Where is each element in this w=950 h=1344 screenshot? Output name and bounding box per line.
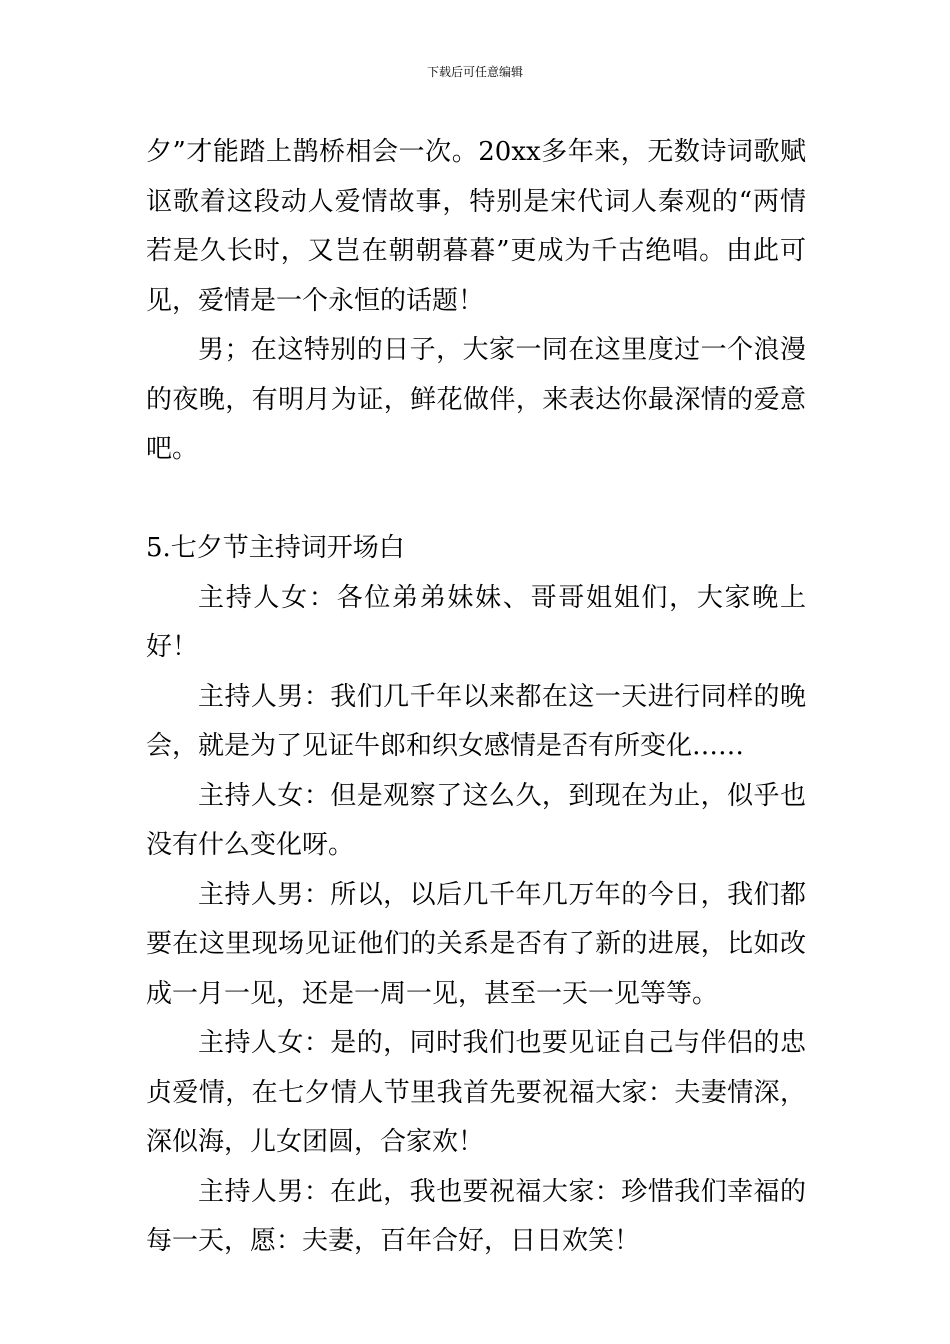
paragraph-male-line: 男；在这特别的日子，大家一同在这里度过一个浪漫的夜晚，有明月为证，鲜花做伴，来表达你最深情的爱意吧。 bbox=[146, 335, 806, 464]
dialogue-line: 主持人男：我们几千年以来都在这一天进行同样的晚会，就是为了见证牛郎和织女感情是否有所变化…… bbox=[146, 681, 806, 761]
paragraph-continuation: 夕”才能踏上鹊桥相会一次。20xx多年来，无数诗词歌赋讴歌着这段动人爱情故事，特别是宋代词人秦观的“两情若是久长时，又岂在朝朝暮暮”更成为千古绝唱。由此可见，爱情是一个永恒的话题！ bbox=[146, 137, 806, 316]
dialogue-line: 主持人女：但是观察了这么久，到现在为止，似乎也没有什么变化呀。 bbox=[146, 780, 806, 860]
dialogue-line: 主持人男：所以，以后几千年几万年的今日，我们都要在这里现场见证他们的关系是否有了新的进展，比如改成一月一见，还是一周一见，甚至一天一见等等。 bbox=[146, 879, 806, 1009]
section-title: 5.七夕节主持词开场白 bbox=[146, 533, 405, 563]
page-header-note: 下载后可任意编辑 bbox=[426, 65, 523, 79]
dialogue-line: 主持人女：各位弟弟妹妹、哥哥姐姐们，大家晚上好！ bbox=[146, 582, 806, 662]
dialogue-line: 主持人女：是的，同时我们也要见证自己与伴侣的忠贞爱情，在七夕情人节里我首先要祝福大家：夫妻情深，深似海，儿女团圆，合家欢！ bbox=[146, 1028, 806, 1157]
document-body bbox=[146, 128, 806, 1267]
section-gap bbox=[146, 475, 806, 525]
dialogue-line: 主持人男：在此，我也要祝福大家：珍惜我们幸福的每一天，愿：夫妻，百年合好，日日欢笑！ bbox=[146, 1176, 806, 1256]
